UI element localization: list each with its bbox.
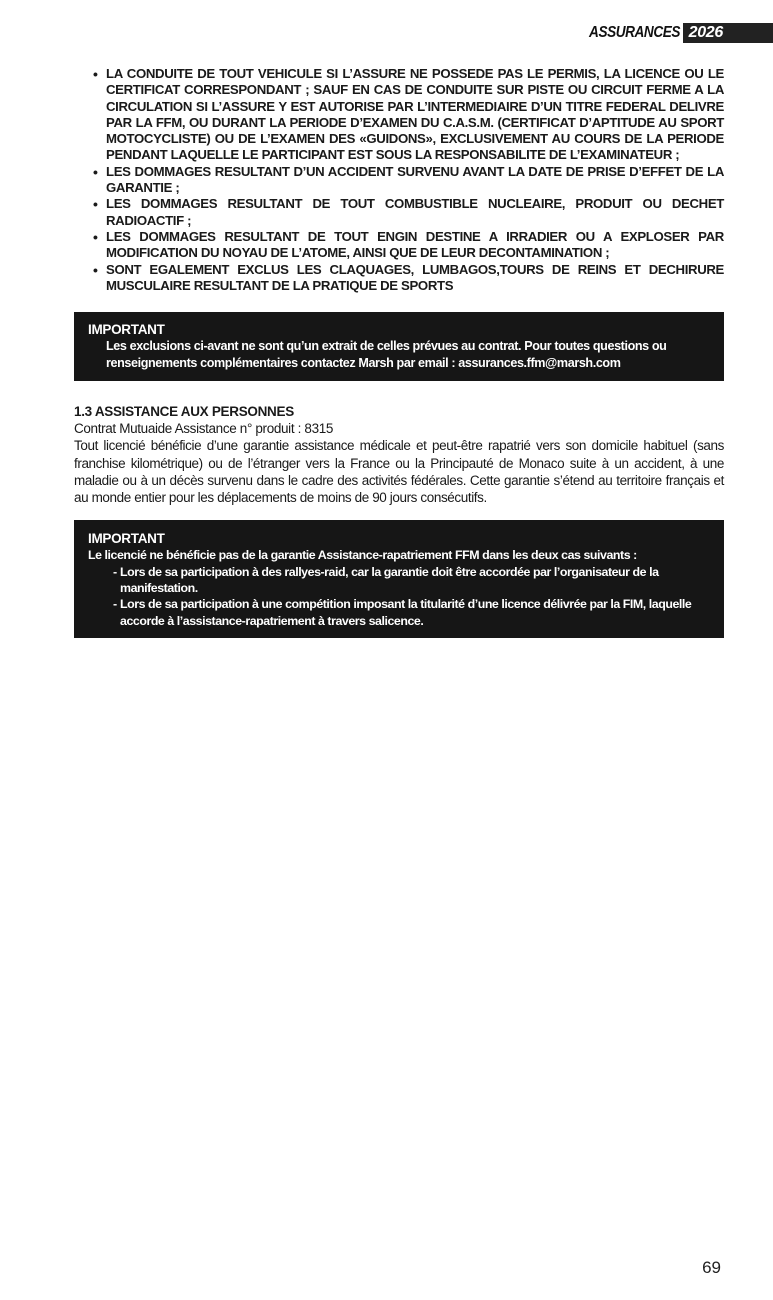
exclusion-item: • LES DOMMAGES RESULTANT DE TOUT ENGIN DESTINE A IRRADIER OU A EXPLOSER PAR MODIFICATION DU NOYAU DE L’ATOME, AINSI QUE DE LEUR DECONTAMINATION ; <box>106 229 724 262</box>
important-box-exclusions <box>74 312 724 381</box>
important-box-assistance <box>74 520 724 638</box>
header-title: ASSURANCES <box>588 24 680 41</box>
exclusions-list <box>74 66 724 294</box>
important-list <box>88 564 710 629</box>
contract-reference: Contrat Mutuaide Assistance n° produit : 8315 <box>74 421 334 437</box>
important-text: Les exclusions ci-avant ne sont qu’un extrait de celles prévues au contrat. Pour toutes questions ou renseignements complémentaires contactez Marsh par email : assurances.ffm@marsh.com <box>106 339 667 371</box>
header-year-badge: 2026 <box>683 23 773 43</box>
important-list-item: - Lors de sa participation à des rallyes-raid, car la garantie doit être accordée par l’organisateur de la manifestation. <box>120 564 710 597</box>
exclusion-item: • LA CONDUITE DE TOUT VEHICULE SI L’ASSURE NE POSSEDE PAS LE PERMIS, LA LICENCE OU LE CERTIFICAT CORRESPONDANT ; SAUF EN CAS DE CONDUITE SUR PISTE OU CIRCUIT FERME A LA CIRCULATION SI L’ASSURE Y EST AUTORISE PAR L’INTERMEDIAIRE D’UN TITRE FEDERAL DELIVRE PAR LA FFM, OU DURANT LA PERIODE D’EXAMEN DU C.A.S.M. (CERTIFICAT D’APTITUDE AU SPORT MOTOCYCLISTE) OU DE L’EXAMEN DES «GUIDONS», EXCLUSIVEMENT AU COURS DE LA PERIODE PENDANT LAQUELLE LE PARTICIPANT EST SOUS LA RESPONSABILITE DE L’EXAMINATEUR ; <box>106 66 724 164</box>
page-number: 69 <box>702 1258 721 1277</box>
exclusion-item: • SONT EGALEMENT EXCLUS LES CLAQUAGES, LUMBAGOS,TOURS DE REINS ET DECHIRURE MUSCULAIRE RESULTANT DE LA PRATIQUE DE SPORTS <box>106 262 724 295</box>
important-list-item: - Lors de sa participation à une compétition imposant la titularité d’une licence délivrée par la FIM, laquelle accorde à l’assistance-rapatriement à travers salicence. <box>120 596 710 629</box>
section-body: Tout licencié bénéficie d’une garantie assistance médicale et peut-être rapatrié vers son domicile habituel (sans franchise kilométrique) ou de l’étranger vers la France ou la Principauté de Monaco suite à un accident, à une maladie ou à un décès survenu dans le cadre des activités fédérales. Cette garantie s’étend au territoire français et au monde entier pour les déplacements de moins de 90 jours consécutifs. <box>74 438 724 505</box>
exclusion-item: • LES DOMMAGES RESULTANT DE TOUT COMBUSTIBLE NUCLEAIRE, PRODUIT OU DECHET RADIOACTIF ; <box>106 196 724 229</box>
section-title: 1.3 ASSISTANCE AUX PERSONNES <box>74 404 294 420</box>
exclusion-item: • LES DOMMAGES RESULTANT D’UN ACCIDENT SURVENU AVANT LA DATE DE PRISE D’EFFET DE LA GARANTIE ; <box>106 164 724 197</box>
important-title: IMPORTANT <box>88 322 165 338</box>
important-title: IMPORTANT <box>88 531 165 547</box>
page-header-brand <box>573 22 773 44</box>
important-lead: Le licencié ne bénéficie pas de la garantie Assistance-rapatriement FFM dans les deux cas suivants : <box>88 548 637 563</box>
page-content <box>74 66 724 638</box>
